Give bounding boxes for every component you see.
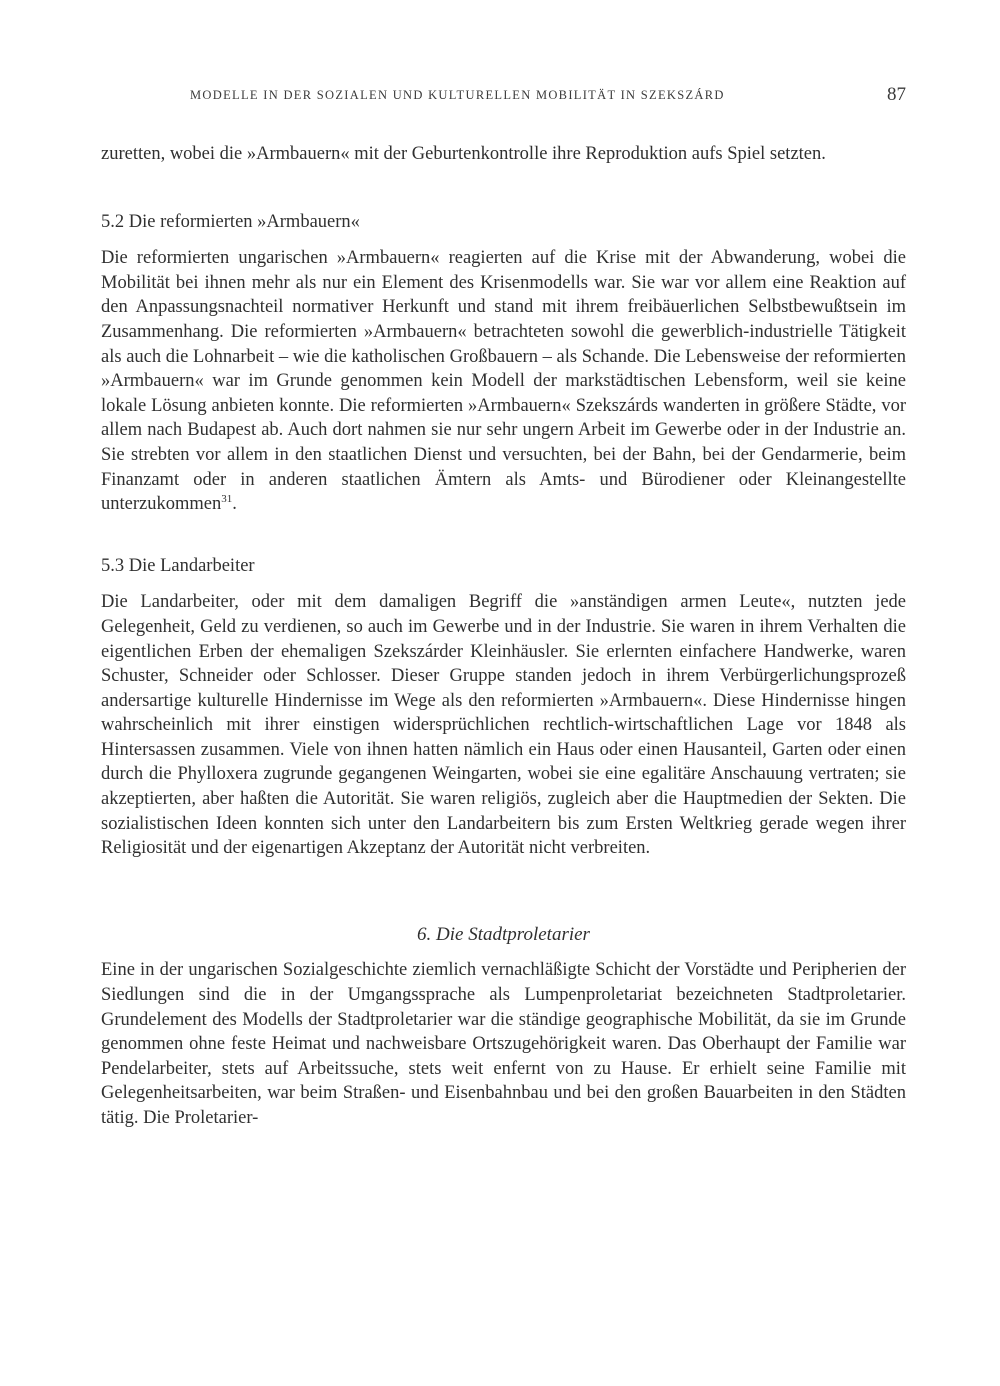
running-head: MODELLE IN DER SOZIALEN UND KULTURELLEN MOBILITÄT IN SZEKSZÁRD [190, 88, 725, 102]
paragraph-continuation: zuretten, wobei die »Armbauern« mit der Geburtenkontrolle ihre Reproduktion aufs Spiel setzten. [101, 144, 826, 164]
paragraph-landarbeiter: Die Landarbeiter, oder mit dem damaligen Begriff die »anständigen armen Leute«, nutzten jede Gelegenheit, Geld zu verdienen, so auch im Gewerbe und in der Industrie. Sie waren in ihrem Verhalten die eigentlichen Erben der ehemaligen Szekszárder Kleinhäusler. Sie erlernten einfachere Handwerke, waren Schuster, Schneider oder Schlosser. Dieser Gruppe standen jedoch in ihrem Verbürgerlichungsprozeß andersartige kulturelle Hindernisse im Wege als den reformierten »Armbauern«. Diese Hindernisse hingen wahrscheinlich mit ihrer einstigen widersprüchlichen rechtlich-wirtschaftlichen Lage vor 1848 als Hintersassen zusammen. Viele von ihnen hatten nämlich ein Haus oder einen Hausanteil, Garten oder einen durch die Phylloxera zugrunde gegangenen Weingarten, wobei sie eine egalitäre Anschauung vertraten; sie akzeptierten, aber haßten die Autorität. Sie waren religiös, zugleich aber die Hauptmedien der Sekten. Die sozialistischen Ideen konnten sich unter den Landarbeitern bis zum Ersten Weltkrieg gerade wegen ihrer Religiosität und der eigenartigen Akzeptanz der Autorität nicht verbreiten. [101, 592, 906, 859]
section-heading-5-3: 5.3 Die Landarbeiter [101, 555, 255, 576]
section-heading-5-2: 5.2 Die reformierten »Armbauern« [101, 211, 360, 232]
paragraph-end: . [232, 494, 237, 515]
paragraph-stadtproletarier: Eine in der ungarischen Sozialgeschichte ziemlich vernachläßigte Schicht der Vorstädte und Peripherien der Siedlungen sind die in der Umgangssprache als Lumpenproletariat bezeichneten Stadtproletarier. Grundelement des Modells der Stadtproletarier war die ständige geographische Mobilität, da sie im Grunde genommen ohne feste Heimat und nachweisbare Ortszugehörigkeit waren. Das Oberhaupt der Familie war Pendelarbeiter, stets auf Arbeitssuche, stets weit enfernt von zu Hause. Er erhielt seine Familie mit Gelegenheitsarbeiten, war beim Straßen- und Eisenbahnbau und bei den großen Bauarbeiten in den Städten tätig. Die Proletarier- [101, 960, 906, 1128]
page-body [101, 142, 906, 1131]
paragraph-reformed-armbauern [101, 246, 906, 517]
paragraph-text: Die reformierten ungarischen »Armbauern« reagierten auf die Krise mit der Abwanderung, wobei die Mobilität bei ihnen mehr als nur ein Element des Krisenmodells war. Sie war vor allem eine Reaktion auf den Anpassungsnachteil normativer Herkunft und stand mit ihrem freibäuerlichen Selbstbewußtsein im Zusammenhang. Die reformierten »Armbauern« betrachteten sowohl die gewerblich-industrielle Tätigkeit als auch die Lohnarbeit – wie die katholischen Großbauern – als Schande. Die Lebensweise der reformierten »Armbauern« war im Grunde genommen kein Modell der markstädtischen Lebensform, weil sie keine lokale Lösung anbieten konnte. Die reformierten »Armbauern« Szekszárds wanderten in größere Städte, vor allem nach Budapest ab. Auch dort nahmen sie nur sehr ungern Arbeit im Gewerbe oder in der Industrie an. Sie strebten vor allem in den staatlichen Dienst und versuchten, bei der Bahn, bei der Gendarmerie, beim Finanzamt oder in anderen staatlichen Ämtern als Amts- und Bürodiener oder Kleinangestellte unterzukommen [101, 248, 906, 515]
page-number: 87 [887, 84, 906, 105]
chapter-heading-6: 6. Die Stadtproletarier [417, 923, 590, 945]
footnote-reference[interactable]: 31 [221, 492, 233, 505]
